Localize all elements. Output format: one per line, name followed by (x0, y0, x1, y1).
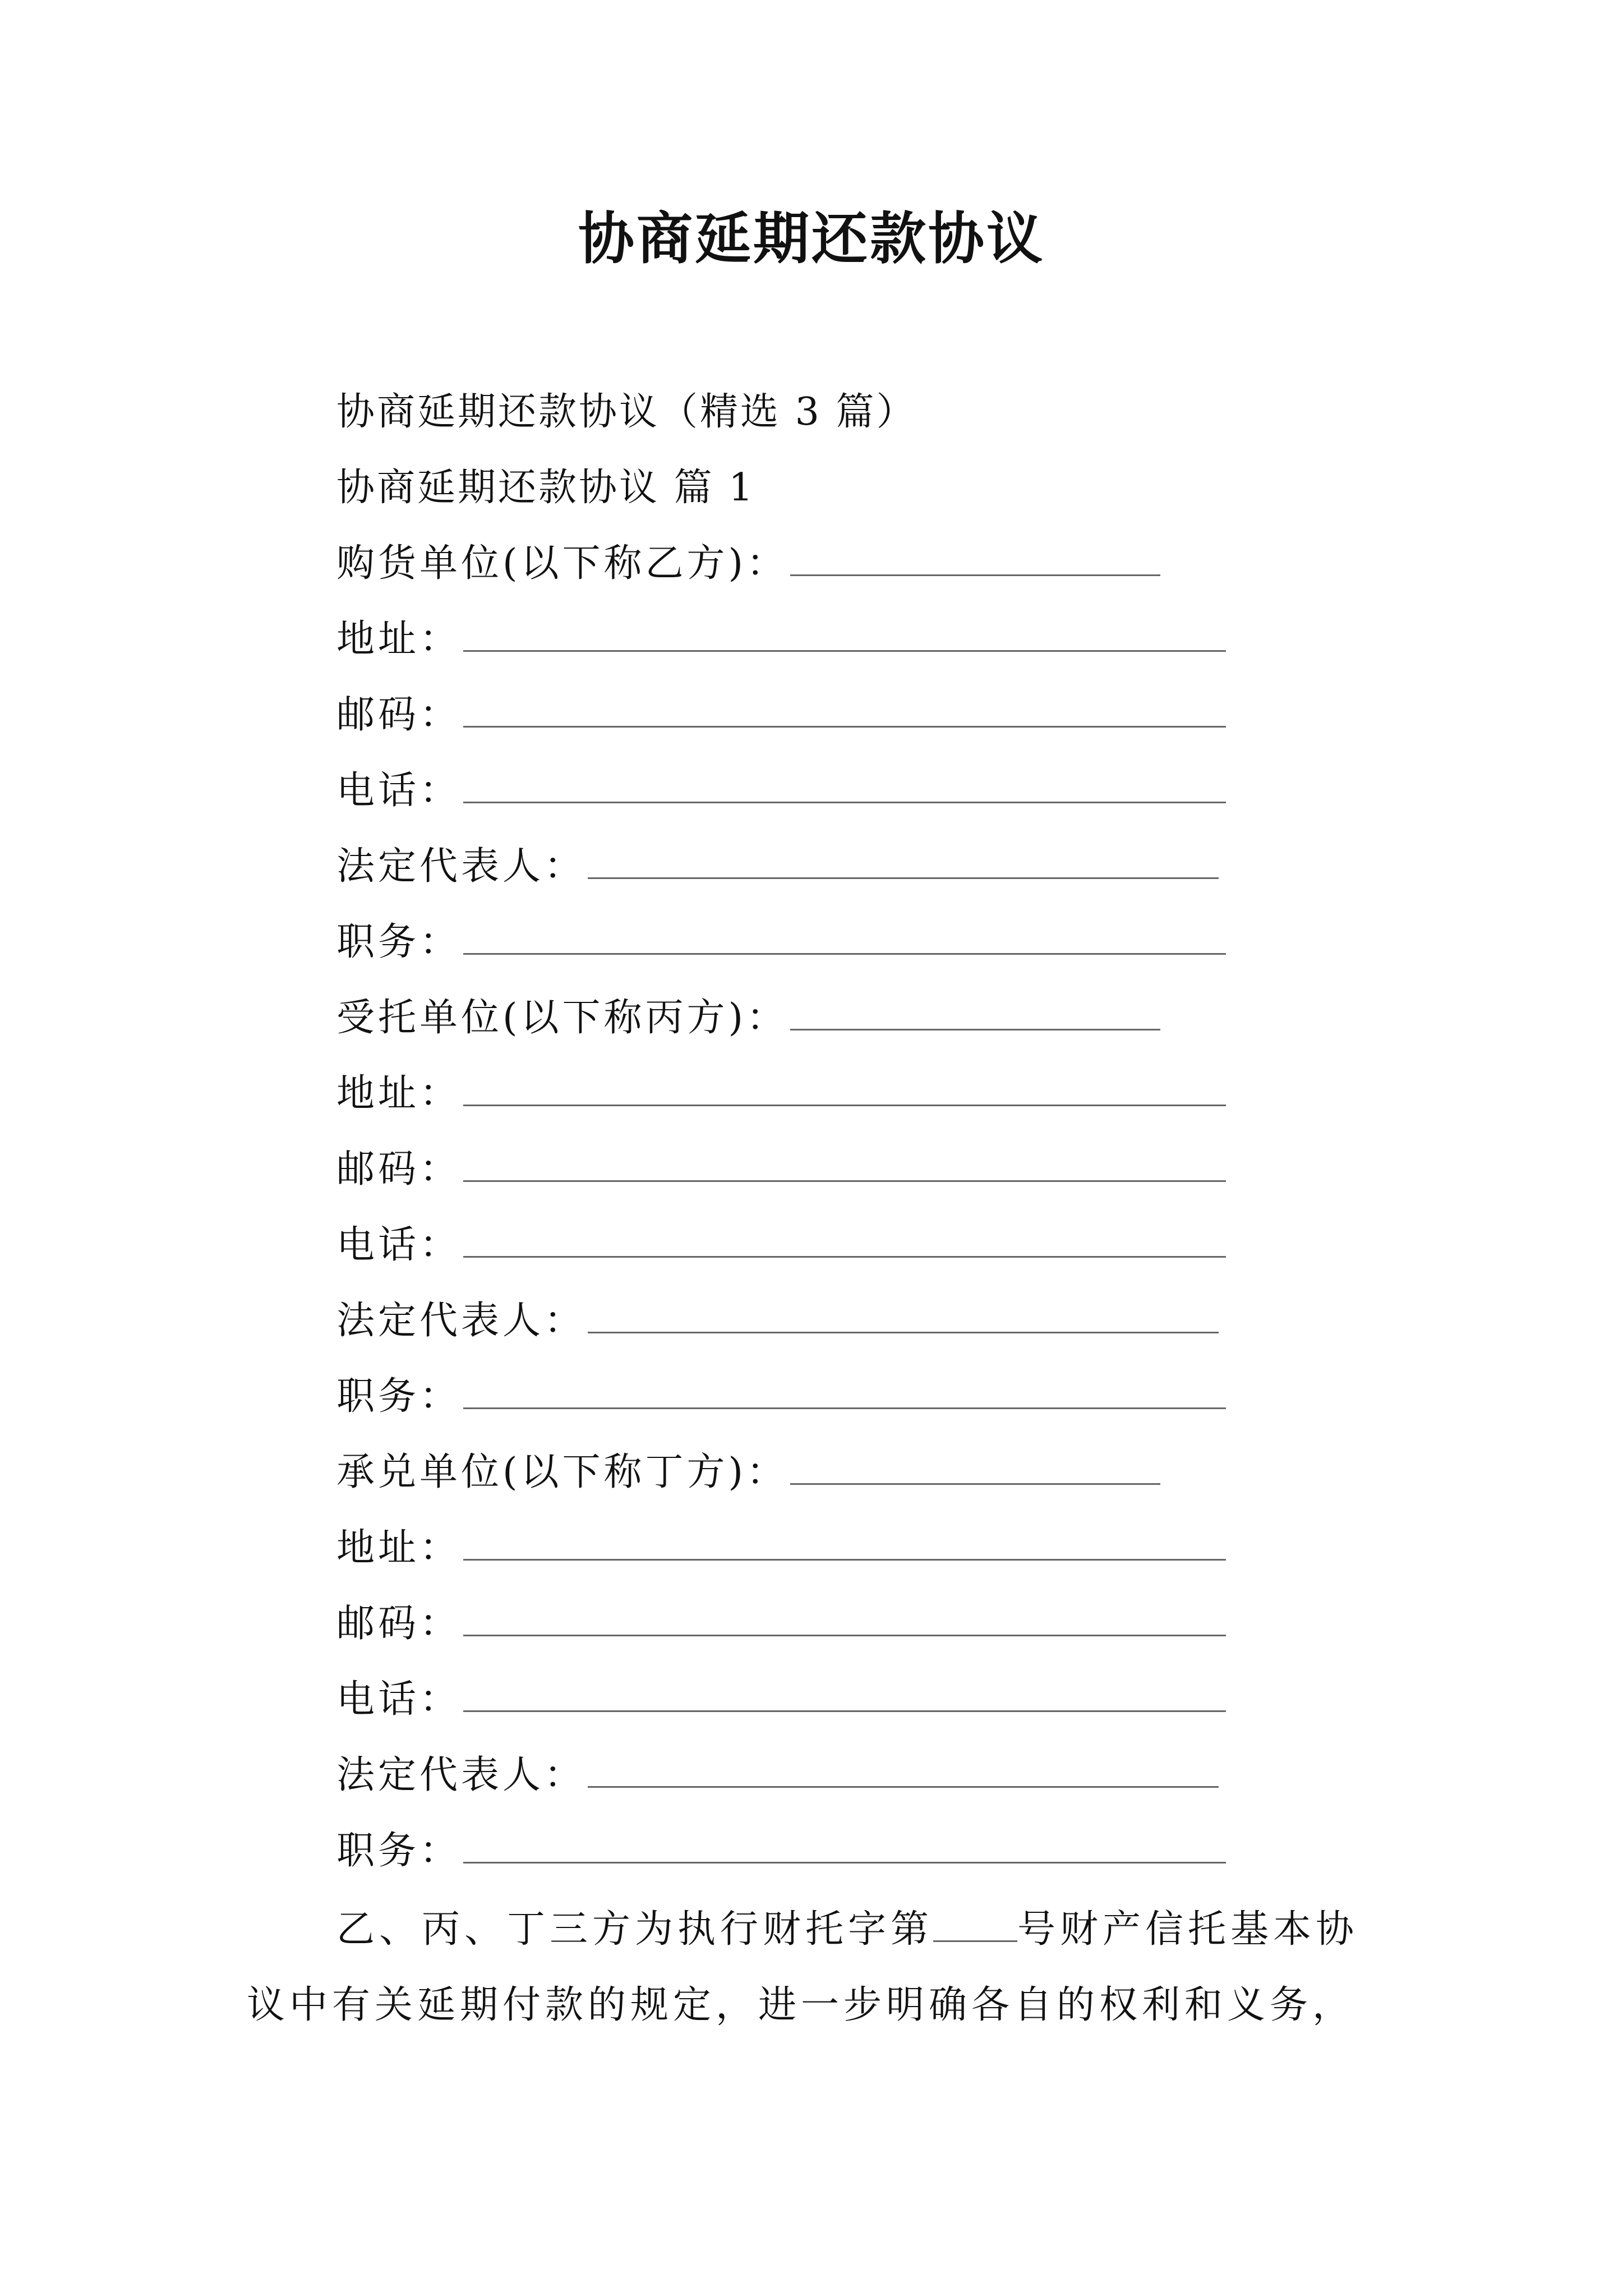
party-b-position-field (336, 917, 1226, 968)
field-label: 地址： (336, 1526, 462, 1570)
party-b-phone-blank[interactable] (463, 772, 1226, 803)
party-d-postcode-blank[interactable] (463, 1605, 1226, 1636)
field-label: 职务： (336, 920, 462, 964)
party-b-postcode-blank[interactable] (463, 697, 1226, 728)
party-b-legal-rep-field (336, 841, 1219, 892)
field-label: 电话： (336, 769, 462, 813)
party-c-position-field (336, 1372, 1226, 1422)
agreement-paragraph-line-2: 议中有关延期付款的规定，进一步明确各自的权利和义务， (247, 1983, 1355, 2027)
party-b-legal-rep-blank[interactable] (588, 848, 1219, 879)
paragraph-text: 号财产信托基本协 (1017, 1907, 1359, 1952)
party-c-unit-field (336, 993, 1160, 1043)
field-label: 邮码： (336, 693, 462, 737)
party-b-unit-field (336, 539, 1160, 589)
party-c-phone-field (336, 1220, 1226, 1271)
party-d-address-blank[interactable] (463, 1530, 1226, 1561)
trust-number-blank[interactable] (933, 1907, 1017, 1942)
party-d-legal-rep-blank[interactable] (588, 1757, 1219, 1788)
party-c-position-blank[interactable] (463, 1378, 1226, 1409)
field-label: 地址： (336, 617, 462, 661)
party-c-legal-rep-blank[interactable] (588, 1303, 1219, 1333)
field-label: 地址： (336, 1071, 462, 1116)
paragraph-text: 乙、丙、丁三方为执行财托字第 (336, 1907, 934, 1952)
field-label: 法定代表人： (336, 844, 586, 889)
party-d-unit-label: 承兑单位(以下称丁方)： (336, 1450, 789, 1494)
document-title: 协商延期还款协议 (578, 205, 1045, 272)
party-b-unit-blank[interactable] (790, 545, 1160, 576)
field-label: 法定代表人： (336, 1299, 586, 1343)
party-b-address-field (336, 614, 1226, 665)
agreement-paragraph-line-1 (336, 1904, 1475, 1955)
party-c-address-blank[interactable] (463, 1075, 1226, 1106)
party-c-unit-label: 受托单位(以下称丙方)： (336, 996, 789, 1040)
party-c-unit-blank[interactable] (790, 1000, 1160, 1030)
field-label: 职务： (336, 1829, 462, 1873)
field-label: 法定代表人： (336, 1753, 586, 1797)
party-d-legal-rep-field (336, 1750, 1219, 1801)
party-d-position-field (336, 1826, 1226, 1876)
party-d-postcode-field (336, 1599, 1226, 1649)
party-d-unit-field (336, 1447, 1160, 1498)
document-subtitle: 协商延期还款协议（精选 3 篇） (336, 390, 917, 434)
party-b-address-blank[interactable] (463, 621, 1226, 652)
party-d-address-field (336, 1523, 1226, 1573)
party-c-legal-rep-field (336, 1296, 1219, 1346)
party-d-position-blank[interactable] (463, 1833, 1226, 1864)
field-label: 电话： (336, 1223, 462, 1267)
party-c-postcode-blank[interactable] (463, 1151, 1226, 1182)
party-d-phone-blank[interactable] (463, 1681, 1226, 1712)
party-c-postcode-field (336, 1144, 1226, 1195)
party-b-postcode-field (336, 690, 1226, 740)
party-c-phone-blank[interactable] (463, 1227, 1226, 1258)
section-heading: 协商延期还款协议 篇 1 (336, 466, 755, 510)
party-d-unit-blank[interactable] (790, 1454, 1160, 1485)
field-label: 职务： (336, 1374, 462, 1419)
party-b-position-blank[interactable] (463, 924, 1226, 955)
party-b-phone-field (336, 766, 1226, 816)
party-d-phone-field (336, 1674, 1226, 1725)
field-label: 邮码： (336, 1602, 462, 1646)
party-b-unit-label: 购货单位(以下称乙方)： (336, 541, 789, 586)
field-label: 电话： (336, 1677, 462, 1722)
party-c-address-field (336, 1069, 1226, 1119)
field-label: 邮码： (336, 1147, 462, 1191)
